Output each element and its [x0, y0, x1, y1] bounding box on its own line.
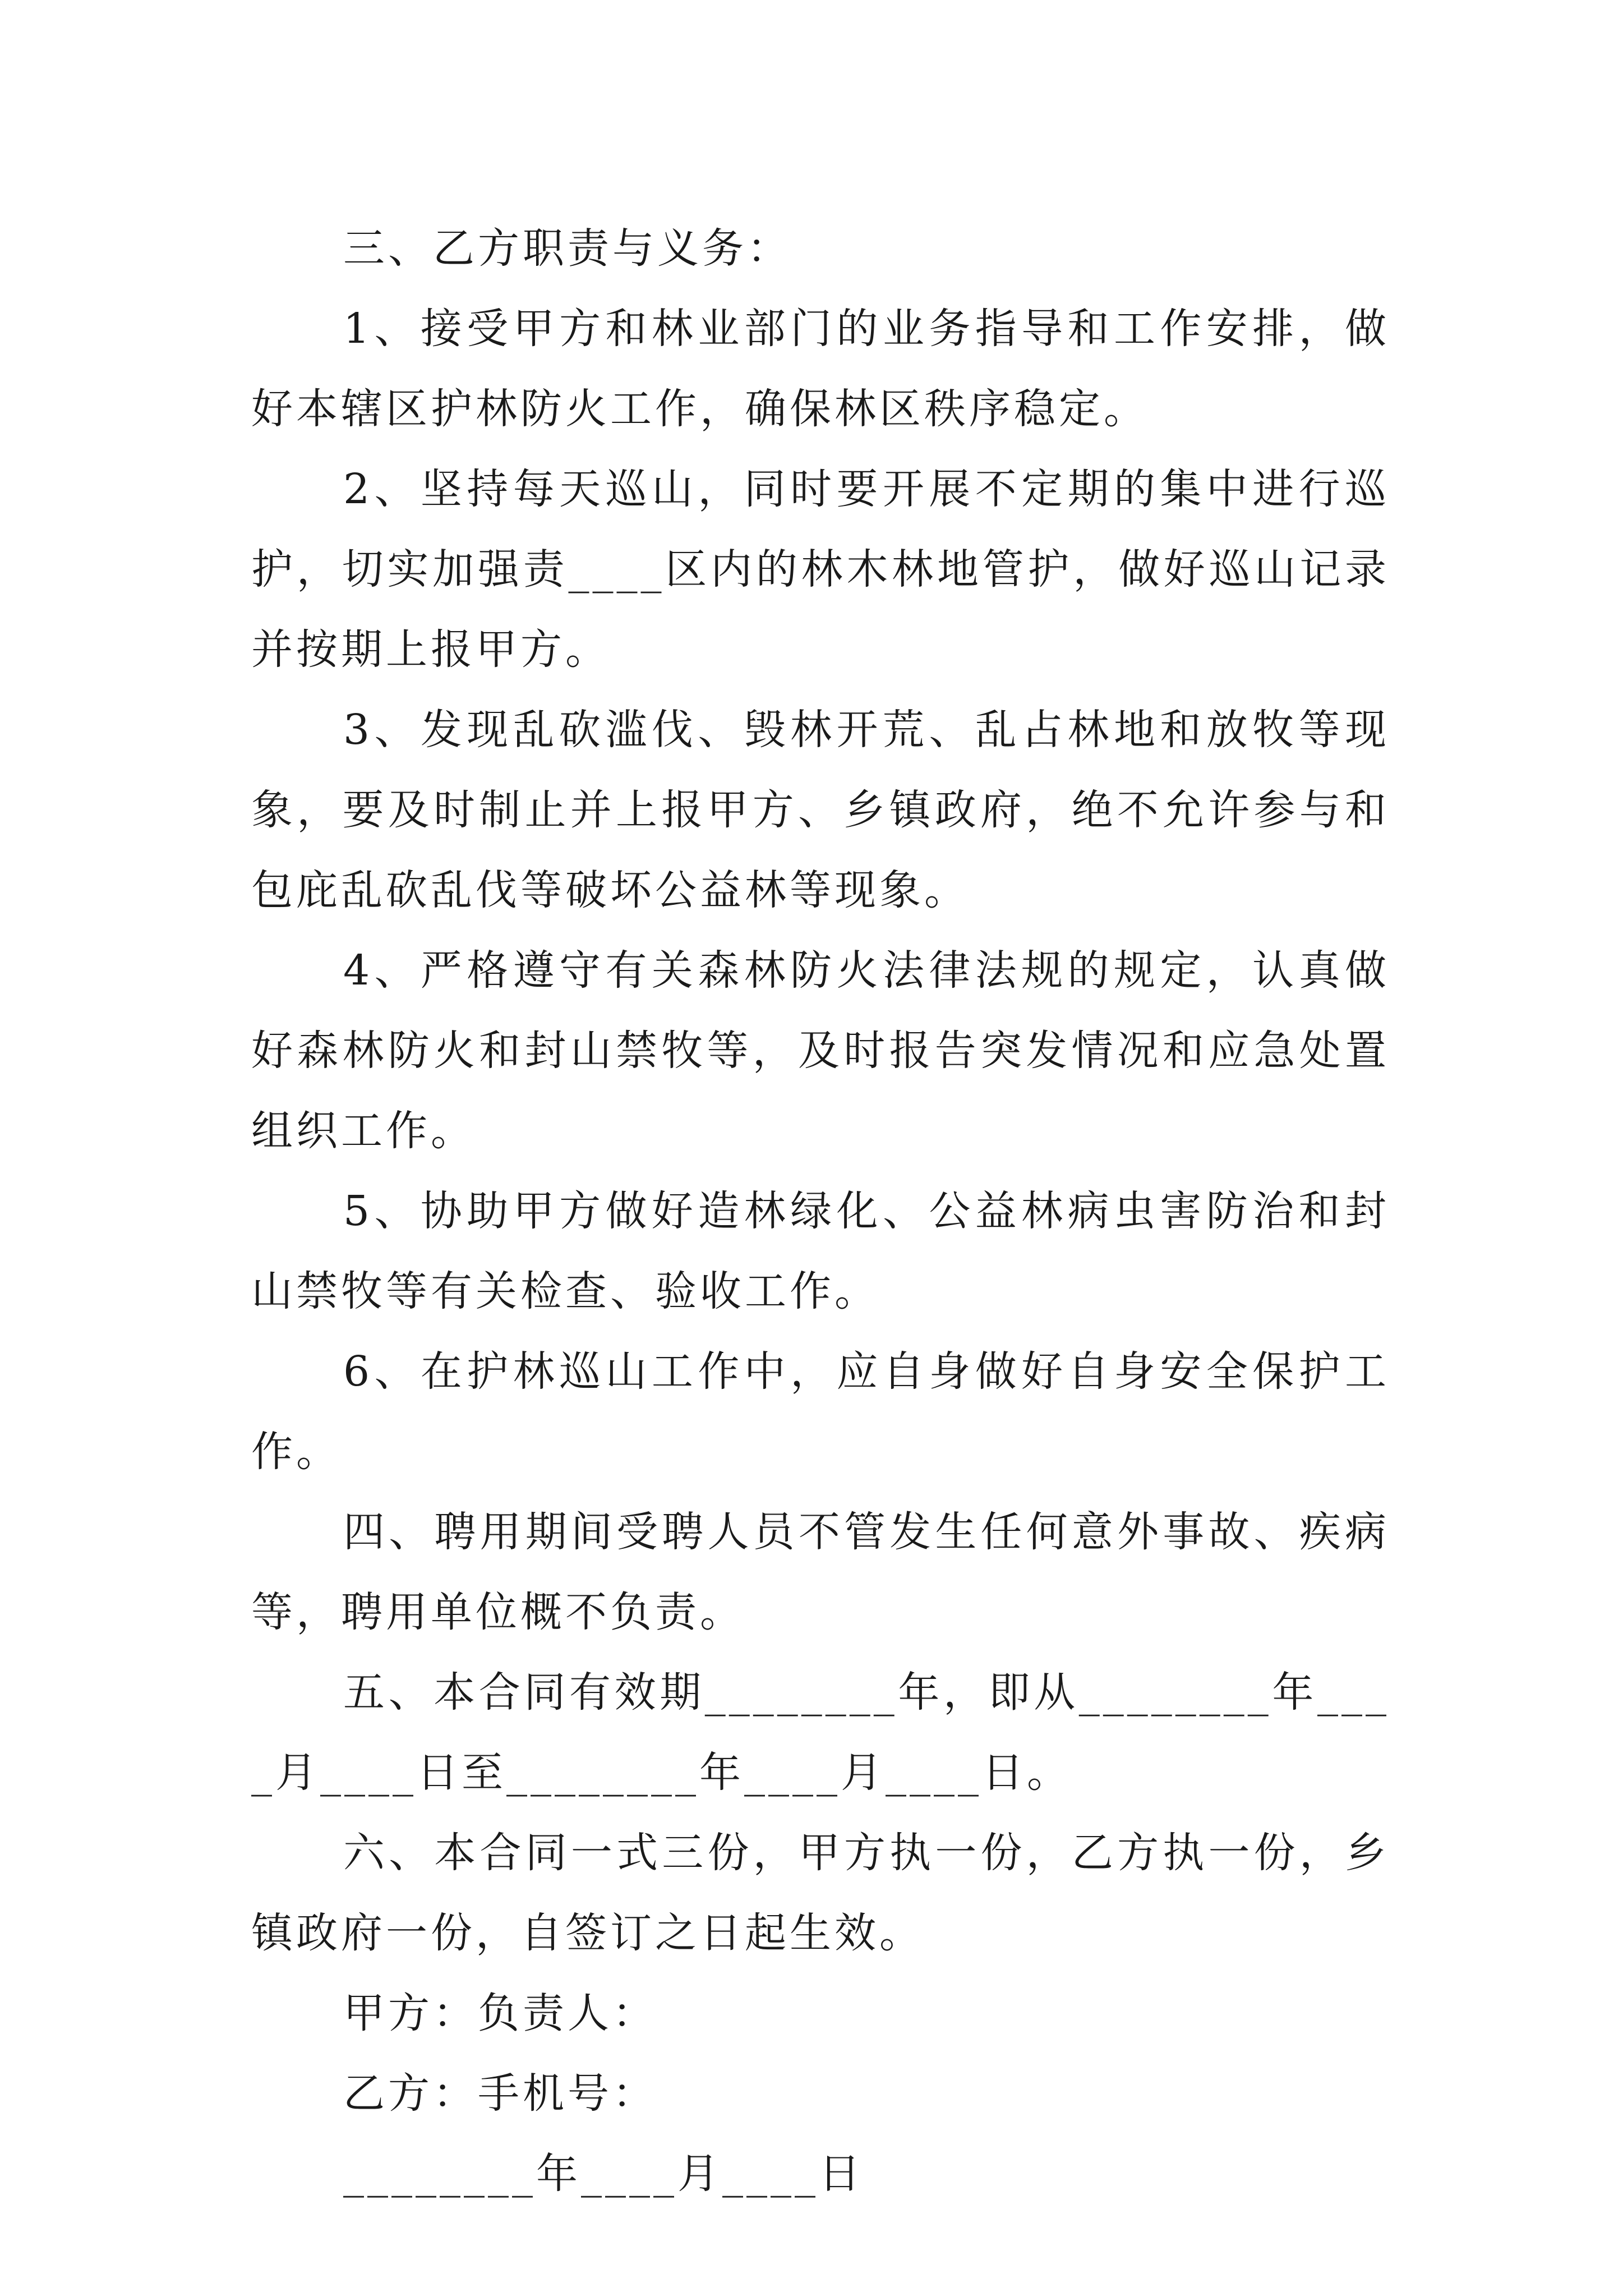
clause-1: 1、接受甲方和林业部门的业务指导和工作安排，做好本辖区护林防火工作，确保林区秩序稳定。 — [251, 305, 1390, 433]
clause-4: 4、严格遵守有关森林防火法律法规的规定，认真做好森林防火和封山禁牧等，及时报告突发情况和应急处置组织工作。 — [251, 946, 1390, 1155]
section-6-copies: 六、本合同一式三份，甲方执一份，乙方执一份，乡镇政府一份，自签订之日起生效。 — [251, 1829, 1390, 1957]
clause-2: 2、坚持每天巡山，同时要开展不定期的集中进行巡护，切实加强责____区内的林木林地管护，做好巡山记录并按期上报甲方。 — [251, 465, 1390, 674]
clause-6: 6、在护林巡山工作中，应自身做好自身安全保护工作。 — [251, 1347, 1390, 1476]
signing-date-line: ________年____月____日 — [343, 2150, 864, 2198]
section-5-validity-period: 五、本合同有效期________年，即从________年____月____日至________年____月____日。 — [251, 1668, 1390, 1797]
party-a-signature-line: 甲方：负责人： — [343, 1989, 657, 2037]
party-b-signature-line: 乙方：手机号： — [343, 2069, 657, 2118]
clause-5: 5、协助甲方做好造林绿化、公益林病虫害防治和封山禁牧等有关检查、验收工作。 — [251, 1187, 1390, 1315]
section-4-liability: 四、聘用期间受聘人员不管发生任何意外事故、疾病等，聘用单位概不负责。 — [251, 1508, 1390, 1636]
section-3-heading: 三、乙方职责与义务： — [343, 224, 792, 273]
contract-body — [251, 209, 1390, 2214]
clause-3: 3、发现乱砍滥伐、毁林开荒、乱占林地和放牧等现象，要及时制止并上报甲方、乡镇政府，绝不允许参与和包庇乱砍乱伐等破坏公益林等现象。 — [251, 706, 1390, 914]
